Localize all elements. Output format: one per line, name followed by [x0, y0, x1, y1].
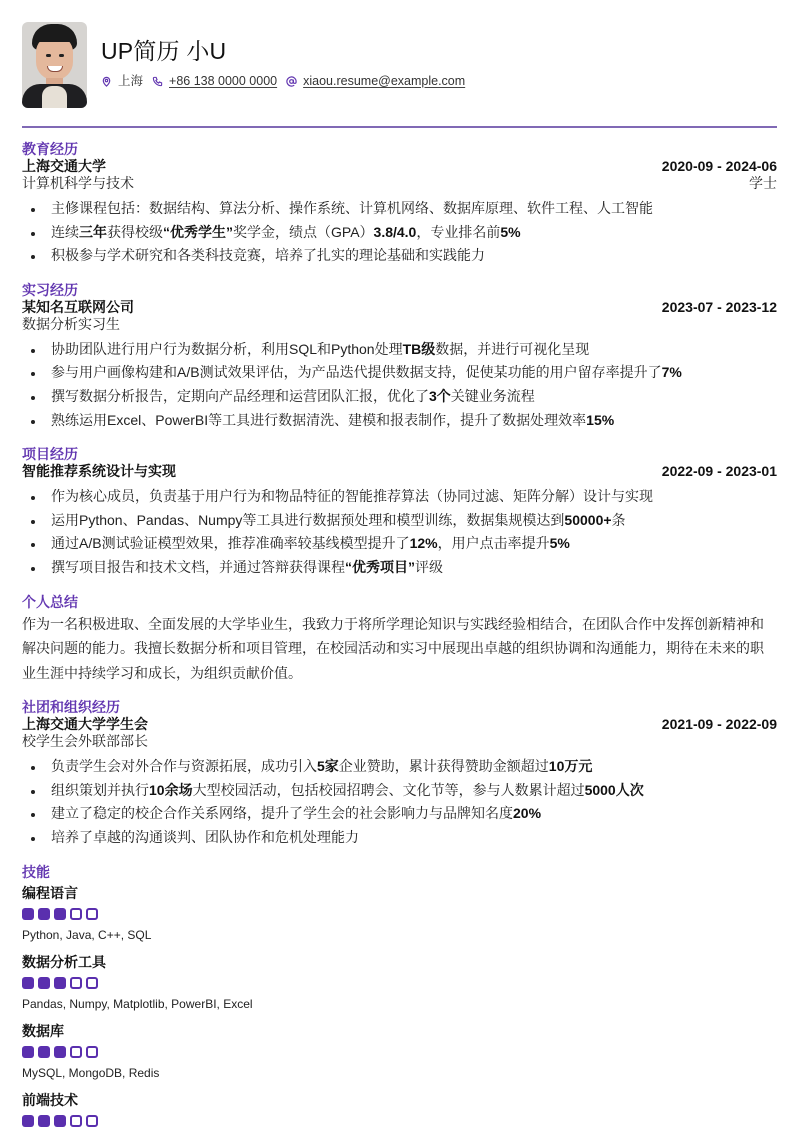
highlight-text: 15%: [586, 411, 615, 428]
rating-filled-icon: [54, 1046, 66, 1058]
bullet-text: 条: [611, 511, 626, 528]
bullet-text: 作为核心成员，负责基于用户行为和物品特征的智能推荐算法（协同过滤、矩阵分解）设计与实现: [51, 488, 653, 505]
contact-phone: [152, 72, 277, 90]
section-skills: [22, 863, 777, 1127]
bullet-text: 撰写项目报告和技术文档，并通过答辩获得课程: [51, 558, 345, 575]
internship-date: 2023-07 - 2023-12: [661, 298, 777, 315]
location-text: 上海: [118, 74, 144, 88]
education-sub-row: [22, 175, 777, 192]
skill-rating: [22, 1115, 777, 1127]
bullet-item: [22, 361, 777, 385]
contact-row: [101, 72, 474, 90]
bullet-item: [22, 532, 777, 556]
rating-empty-icon: [86, 1046, 98, 1058]
at-sign-icon: [286, 76, 297, 87]
project-name: 智能推荐系统设计与实现: [22, 463, 176, 480]
bullet-item: [22, 485, 777, 509]
skill-name: 前端技术: [22, 1092, 78, 1109]
skill-rating: [22, 908, 777, 920]
section-title: 教育经历: [22, 141, 78, 157]
bullet-item: [22, 509, 777, 533]
candidate-name: UP简历 小U: [101, 38, 227, 64]
rating-empty-icon: [86, 977, 98, 989]
rating-filled-icon: [54, 908, 66, 920]
section-title: 社团和组织经历: [22, 699, 120, 716]
highlight-text: 50000+: [564, 511, 612, 528]
skill-item: [22, 883, 777, 943]
skill-rating: [22, 977, 777, 989]
highlight-text: 3.8/4.0: [373, 223, 417, 240]
bullet-text: 评级: [415, 558, 443, 575]
bullet-text: 协助团队进行用户行为数据分析，利用SQL和Python处理: [51, 340, 403, 357]
bullet-item: [22, 385, 777, 409]
rating-filled-icon: [38, 908, 50, 920]
bullet-text: 撰写数据分析报告，定期向产品经理和运营团队汇报，优化了: [51, 387, 429, 404]
organization-item-head: [22, 716, 777, 733]
resume-page: [22, 22, 777, 1127]
organization-role: 校学生会外联部部长: [22, 733, 148, 750]
bullet-text: 关键业务流程: [450, 387, 535, 404]
bullet-text: 参与用户画像构建和A/B测试效果评估，为产品迭代提供数据支持，促使某功能的用户留存率提升了: [51, 364, 662, 381]
phone-icon: [152, 76, 163, 87]
rating-filled-icon: [54, 1115, 66, 1127]
skill-name: 数据库: [22, 1023, 64, 1040]
company-name: 某知名互联网公司: [22, 298, 134, 315]
summary-text: 作为一名积极进取、全面发展的大学毕业生，我致力于将所学理论知识与实践经验相结合，在团队合作中发挥创新精神和解决问题的能力。我擅长数据分析和项目管理，在校园活动和实习中展现出卓越的组织协调和沟通能力，期待在未来的职业生涯中持续学习和成长，为组织贡献价值。: [22, 615, 764, 681]
bullet-text: 主修课程包括：数据结构、算法分析、操作系统、计算机网络、数据库原理、软件工程、人工智能: [51, 200, 653, 216]
bullet-text: 负责学生会对外合作与资源拓展，成功引入: [51, 758, 317, 775]
section-title: 技能: [22, 864, 50, 881]
bullet-text: 建立了稳定的校企合作关系网络，提升了学生会的社会影响力与品牌知名度: [51, 805, 513, 822]
highlight-text: 7%: [661, 364, 682, 381]
bullet-text: 熟练运用Excel、PowerBI等工具进行数据清洗、建模和报表制作，提升了数据处理效率: [51, 411, 587, 428]
bullet-item: [22, 802, 777, 826]
bullet-text: 大型校园活动，包括校园招聘会、文化节等，参与人数累计超过: [192, 781, 585, 798]
project-bullets: [22, 485, 777, 579]
highlight-text: TB级: [402, 340, 436, 357]
section-project: [22, 445, 777, 579]
rating-filled-icon: [54, 977, 66, 989]
education-date: 2020-09 - 2024-06: [661, 158, 777, 174]
skill-item: [22, 1021, 777, 1081]
bullet-text: 通过A/B测试验证模型效果，推荐准确率较基线模型提升了: [51, 535, 410, 552]
skill-item: [22, 1090, 777, 1127]
skill-description: Python, Java, C++, SQL: [22, 928, 152, 943]
highlight-text: 三年: [79, 223, 107, 240]
internship-sub-row: [22, 316, 777, 333]
rating-filled-icon: [38, 1115, 50, 1127]
location-pin-icon: [101, 76, 112, 87]
highlight-text: 5000人次: [584, 781, 644, 798]
bullet-item: [22, 409, 777, 433]
bullet-item: [22, 338, 777, 362]
bullet-item: [22, 197, 777, 221]
section-title: 实习经历: [22, 281, 78, 298]
skill-rating: [22, 1046, 777, 1058]
highlight-text: 12%: [409, 535, 438, 552]
section-education: [22, 140, 777, 268]
bullet-item: [22, 221, 777, 245]
bullet-text: 积极参与学术研究和各类科技竞赛，培养了扎实的理论基础和实践能力: [51, 247, 485, 264]
highlight-text: 5家: [317, 758, 339, 775]
skill-name: 数据分析工具: [22, 954, 106, 971]
education-bullets: [22, 197, 777, 268]
section-summary: [22, 593, 777, 686]
degree: 学士: [749, 175, 777, 191]
bullet-item: [22, 244, 777, 268]
bullet-text: 获得校级: [107, 223, 163, 240]
email-link[interactable]: xiaou.resume@example.com: [303, 74, 466, 88]
rating-filled-icon: [22, 1046, 34, 1058]
bullet-text: 企业赞助，累计获得赞助金额超过: [338, 758, 549, 775]
section-organization: [22, 698, 777, 849]
rating-empty-icon: [86, 908, 98, 920]
bullet-text: ，专业排名前: [416, 223, 501, 240]
highlight-text: 10余场: [149, 781, 193, 798]
bullet-text: 运用Python、Pandas、Numpy等工具进行数据预处理和模型训练，数据集规模达到: [51, 511, 565, 528]
school-name: 上海交通大学: [22, 158, 106, 174]
bullet-text: 数据，并进行可视化呈现: [435, 340, 590, 357]
skill-description: MySQL, MongoDB, Redis: [22, 1066, 160, 1081]
section-title: 个人总结: [22, 593, 78, 610]
bullet-item: [22, 779, 777, 803]
highlight-text: 3个: [429, 387, 451, 404]
rating-filled-icon: [22, 1115, 34, 1127]
rating-empty-icon: [70, 1046, 82, 1058]
bullet-text: 连续: [51, 223, 79, 240]
bullet-text: 培养了卓越的沟通谈判、团队协作和危机处理能力: [51, 828, 359, 845]
rating-empty-icon: [70, 977, 82, 989]
skill-description: Pandas, Numpy, Matplotlib, PowerBI, Excel: [22, 997, 253, 1012]
section-title: 项目经历: [22, 446, 78, 463]
section-internship: [22, 281, 777, 432]
resume-header: [22, 22, 777, 108]
highlight-text: “优秀项目”: [345, 558, 415, 575]
highlight-text: 5%: [500, 223, 521, 240]
skill-name: 编程语言: [22, 885, 78, 902]
bullet-item: [22, 826, 777, 850]
rating-filled-icon: [22, 977, 34, 989]
bullet-item: [22, 755, 777, 779]
highlight-text: 20%: [513, 805, 542, 822]
header-divider: [22, 126, 777, 128]
rating-empty-icon: [86, 1115, 98, 1127]
organization-name: 上海交通大学学生会: [22, 716, 148, 733]
bullet-text: 组织策划并执行: [51, 781, 149, 798]
skill-item: [22, 952, 777, 1012]
contact-location: [101, 72, 143, 90]
internship-item-head: [22, 299, 777, 316]
skills-list: [22, 883, 777, 1127]
major: 计算机科学与技术: [22, 175, 134, 191]
rating-filled-icon: [38, 1046, 50, 1058]
bullet-item: [22, 556, 777, 580]
highlight-text: 5%: [549, 535, 570, 552]
avatar-photo: [22, 22, 87, 108]
phone-link[interactable]: +86 138 0000 0000: [169, 74, 278, 88]
rating-filled-icon: [38, 977, 50, 989]
highlight-text: “优秀学生”: [163, 223, 233, 240]
header-info: [101, 22, 474, 90]
organization-date: 2021-09 - 2022-09: [661, 716, 777, 733]
rating-filled-icon: [22, 908, 34, 920]
rating-empty-icon: [70, 1115, 82, 1127]
rating-empty-icon: [70, 908, 82, 920]
bullet-text: ，用户点击率提升: [437, 535, 550, 552]
contact-email: [286, 72, 465, 90]
organization-sub-row: [22, 733, 777, 750]
job-role: 数据分析实习生: [22, 315, 120, 332]
education-item-head: [22, 158, 777, 175]
project-date: 2022-09 - 2023-01: [661, 463, 777, 480]
organization-bullets: [22, 755, 777, 849]
project-item-head: [22, 463, 777, 480]
highlight-text: 10万元: [548, 758, 593, 775]
bullet-text: 奖学金，绩点（GPA）: [233, 223, 374, 240]
internship-bullets: [22, 338, 777, 432]
